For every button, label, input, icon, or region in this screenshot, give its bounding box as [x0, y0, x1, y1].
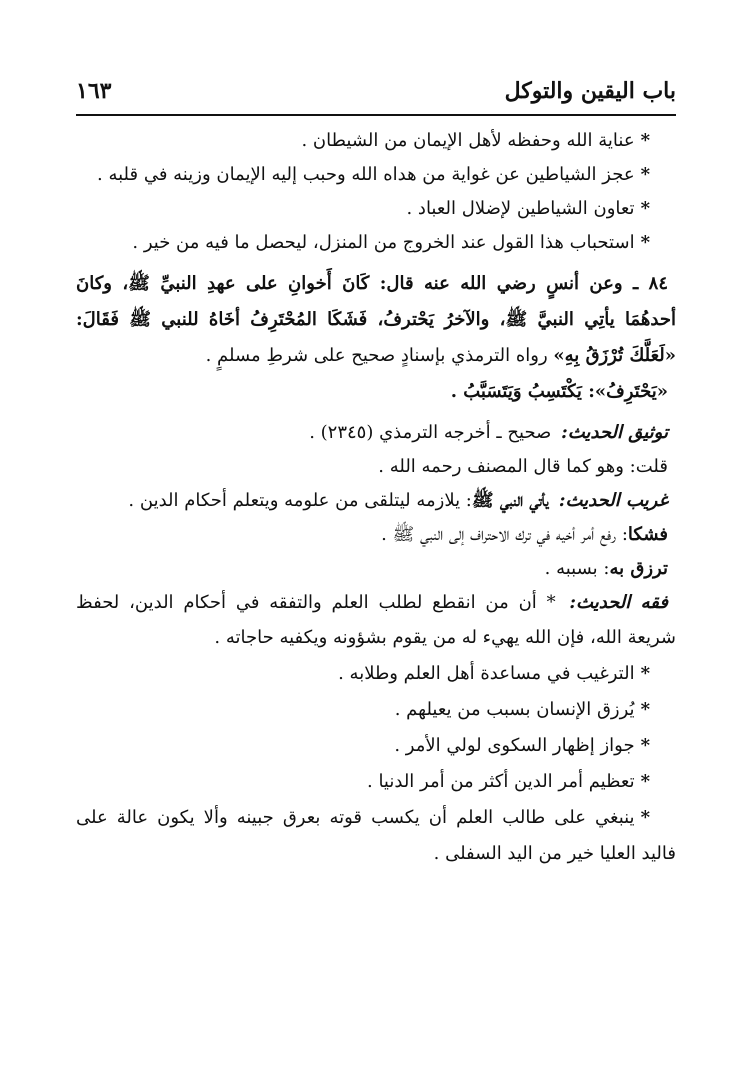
- hadith-narration: رواه الترمذي بإسنادٍ صحيح على شرطِ مسلمٍ .: [205, 345, 554, 366]
- bullet-line: [76, 692, 676, 728]
- fiqh-line-1: [76, 586, 676, 620]
- gharib-definition: : بسببه .: [544, 558, 610, 579]
- bullet-star: *: [640, 699, 650, 720]
- gharib-line-3: [76, 552, 676, 586]
- bullet-star: *: [640, 164, 650, 185]
- book-page: [76, 70, 676, 872]
- bullet-line: [76, 656, 676, 692]
- hadith-text: أحدهُمَا يأتِي النبيَّ ﷺ، والآخرُ يَحْترفُ، فَشَكَا المُحْتَرِفُ أخَاهُ للنبي ﷺ فَقَالَ:: [76, 309, 676, 330]
- gharib-term: ترزق به: [609, 558, 668, 579]
- bullet-star: *: [640, 771, 650, 792]
- hadith-line-3: [76, 338, 676, 374]
- fiqh-label: فقه الحديث:: [569, 592, 668, 613]
- bullet-star: *: [640, 198, 650, 219]
- chapter-title: باب اليقين والتوكل: [504, 78, 676, 104]
- hadith-quote: «لَعَلَّكَ تُرْزَقُ بِهِ»: [553, 345, 676, 366]
- bullet-line: [76, 226, 676, 260]
- bullet-line: [76, 728, 676, 764]
- gharib-line-1: [76, 484, 676, 518]
- qultu-text: قلت: وهو كما قال المصنف رحمه الله .: [378, 456, 668, 477]
- hadith-gloss: «يَحْتَرِفُ»: يَكْتَسِبُ وَيَتَسَبَّبُ .: [450, 381, 668, 402]
- gharib-term: فشكا: [627, 524, 668, 545]
- hadith-line-2: [76, 302, 676, 338]
- bullet-text: تعاون الشياطين لإضلال العباد .: [406, 198, 635, 219]
- bullet-text: استحباب هذا القول عند الخروج من المنزل، ليحصل ما فيه من خير .: [132, 232, 635, 253]
- bullet-line: [76, 764, 676, 800]
- gharib-label: غريب الحديث:: [558, 490, 668, 511]
- header-rule: [76, 114, 676, 116]
- bullet-star: *: [640, 130, 650, 151]
- bullet-star: *: [640, 663, 650, 684]
- bullet-line: [76, 800, 676, 836]
- gharib-definition: : يلازمه ليتلقى من علومه ويتعلم أحكام الدين .: [128, 490, 472, 511]
- bullet-text: يُرزق الإنسان بسبب من يعيلهم .: [394, 699, 635, 720]
- bullet-line: [76, 124, 676, 158]
- gharib-line-2: [76, 518, 676, 552]
- bullet-star: *: [640, 807, 650, 828]
- bullet-text: ينبغي على طالب العلم أن يكسب قوته بعرق جبينه وألا يكون عالة على: [76, 807, 635, 828]
- bullet-line: [76, 158, 676, 192]
- tawthiq-text: صحيح ـ أخرجه الترمذي (٢٣٤٥) .: [309, 422, 558, 443]
- bullet-text: عجز الشياطين عن غواية من هداه الله وحبب إليه الإيمان وزينه في قلبه .: [97, 164, 635, 185]
- bullet-text: جواز إظهار السكوى لولي الأمر .: [394, 735, 635, 756]
- gharib-term: يأتي النبي ﷺ: [471, 490, 555, 511]
- bullet-star: *: [640, 232, 650, 253]
- tawthiq-label: توثيق الحديث:: [561, 422, 668, 443]
- fiqh-text: * أن من انقطع لطلب العلم والتفقه في أحكام الدين، لحفظ: [76, 592, 566, 613]
- bullet-line: [76, 192, 676, 226]
- bullet-text: تعظيم أمر الدين أكثر من أمر الدنيا .: [367, 771, 635, 792]
- page-number: ١٦٣: [76, 78, 112, 104]
- hadith-line-4: [76, 374, 676, 410]
- gharib-definition: : رفع أمر أخيه في ترك الاحتراف إلى النبي ﷺ .: [381, 524, 628, 545]
- hadith-line-1: [76, 266, 676, 302]
- fiqh-line-2: [76, 620, 676, 656]
- page-header: [76, 70, 676, 114]
- final-text: فاليد العليا خير من اليد السفلى .: [433, 843, 676, 864]
- qultu-line: [76, 450, 676, 484]
- bullet-text: عناية الله وحفظه لأهل الإيمان من الشيطان .: [301, 130, 635, 151]
- final-line: [76, 836, 676, 872]
- tawthiq-line: [76, 416, 676, 450]
- bullet-text: الترغيب في مساعدة أهل العلم وطلابه .: [338, 663, 635, 684]
- bullet-star: *: [640, 735, 650, 756]
- hadith-text: ٨٤ ـ وعن أنسٍ رضي الله عنه قال: كَانَ أَخوانِ على عهدِ النبيِّ ﷺ، وكانَ: [76, 273, 668, 294]
- fiqh-text: شريعة الله، فإن الله يهيء له من يقوم بشؤونه ويكفيه حاجاته .: [214, 627, 676, 648]
